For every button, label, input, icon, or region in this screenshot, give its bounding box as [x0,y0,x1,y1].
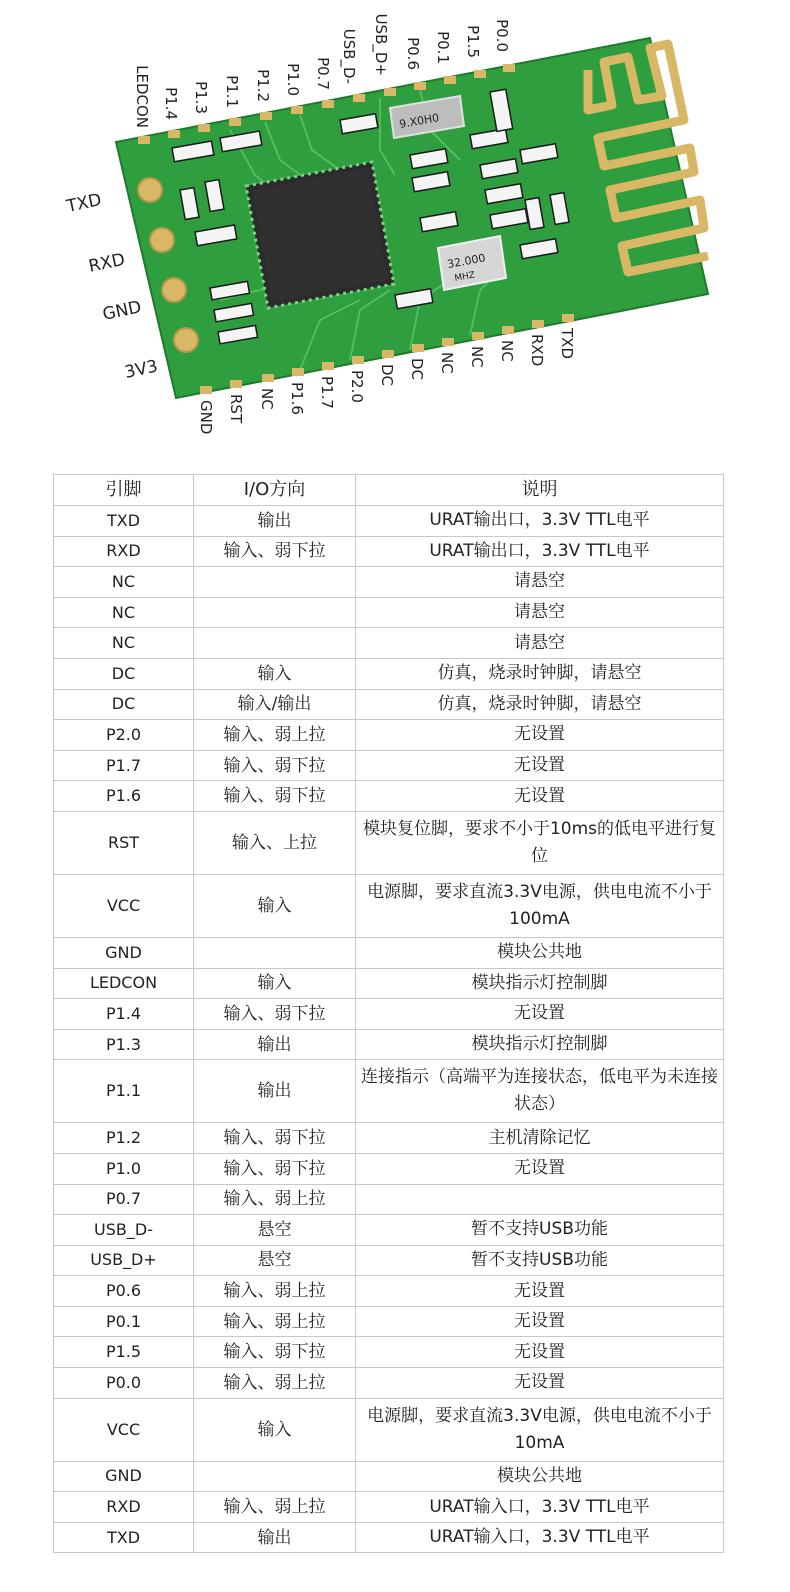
io-cell [194,597,356,628]
bottom-pin-label: NC [258,388,276,410]
top-pin-label: P1.3 [192,81,210,114]
pin-cell: P1.6 [54,781,194,812]
pin-cell: P1.5 [54,1337,194,1368]
io-cell: 输出 [194,1060,356,1123]
io-cell: 输入、弱上拉 [194,1368,356,1399]
desc-cell: 无设置 [356,999,724,1030]
io-cell: 输入/输出 [194,689,356,720]
top-pin-label: P0.7 [314,57,332,90]
top-pin-label: P0.1 [434,31,452,64]
desc-cell: 连接指示（高端平为连接状态，低电平为未连接状态） [356,1060,724,1123]
bottom-pin-label: NC [468,346,486,368]
table-row [54,1245,724,1276]
pin-cell: P0.6 [54,1276,194,1307]
bottom-pin-label: P1.7 [318,376,336,409]
desc-cell [356,1184,724,1215]
header-io: I/O方向 [194,475,356,506]
pin-cell: NC [54,628,194,659]
bottom-pin-label: P1.6 [288,382,306,415]
bottom-pin-label: GND [197,400,215,435]
svg-text:32.000: 32.000 [446,251,487,271]
table-row [54,1029,724,1060]
io-cell: 输入、弱下拉 [194,536,356,567]
table-row [54,658,724,689]
top-pin-label: P1.0 [284,63,302,96]
top-pin-label: P1.5 [464,25,482,58]
io-cell: 输入、弱下拉 [194,1337,356,1368]
desc-cell: 模块公共地 [356,937,724,968]
table-row [54,874,724,937]
table-row [54,720,724,751]
table-row [54,968,724,999]
desc-cell: 无设置 [356,781,724,812]
io-cell: 输入 [194,968,356,999]
side-pin-label: TXD [64,190,104,217]
bottom-pin-label: TXD [558,328,576,359]
table-row [54,628,724,659]
table-row [54,1522,724,1553]
side-pin-label: GND [100,297,144,325]
svg-text:MHZ: MHZ [453,270,476,284]
pin-cell: P1.4 [54,999,194,1030]
pin-cell: P0.0 [54,1368,194,1399]
table-row [54,811,724,874]
top-pin-label: LEDCON [133,65,151,128]
table-row [54,689,724,720]
side-pin-label: 3V3 [122,356,160,383]
io-cell: 输出 [194,506,356,537]
io-cell: 输入、弱下拉 [194,781,356,812]
table-header-row [54,475,724,506]
desc-cell: URAT输出口，3.3V TTL电平 [356,536,724,567]
pin-cell: TXD [54,506,194,537]
pin-cell: USB_D- [54,1215,194,1246]
pin-cell: DC [54,689,194,720]
desc-cell: 无设置 [356,1368,724,1399]
table-row [54,506,724,537]
svg-text:9.X0H0: 9.X0H0 [398,111,441,131]
table-row [54,750,724,781]
pin-cell: RXD [54,536,194,567]
desc-cell: 请悬空 [356,628,724,659]
io-cell: 输入、弱上拉 [194,720,356,751]
io-cell: 输入、弱上拉 [194,1306,356,1337]
io-cell: 输出 [194,1029,356,1060]
top-pin-label: P1.1 [223,75,241,108]
desc-cell: 仿真，烧录时钟脚，请悬空 [356,689,724,720]
pin-cell: RST [54,811,194,874]
table-row [54,1368,724,1399]
table-row [54,1060,724,1123]
pin-cell: P1.0 [54,1153,194,1184]
io-cell: 输出 [194,1522,356,1553]
top-pin-label: P1.2 [254,69,272,102]
pin-cell: VCC [54,874,194,937]
desc-cell: 无设置 [356,1337,724,1368]
top-pin-label: USB_D- [340,28,358,84]
table-row [54,1276,724,1307]
desc-cell: 模块指示灯控制脚 [356,968,724,999]
table-row [54,1123,724,1154]
pin-cell: P0.7 [54,1184,194,1215]
desc-cell: URAT输出口，3.3V TTL电平 [356,506,724,537]
bottom-pin-label: DC [378,364,396,387]
pin-cell: P2.0 [54,720,194,751]
table-row [54,1153,724,1184]
table-row [54,567,724,598]
io-cell: 输入、弱上拉 [194,1276,356,1307]
ic-chip-icon [246,162,394,308]
table-row [54,1492,724,1523]
io-cell [194,1461,356,1492]
desc-cell: 模块公共地 [356,1461,724,1492]
pin-cell: NC [54,597,194,628]
table-row [54,1215,724,1246]
pin-cell: P1.3 [54,1029,194,1060]
io-cell: 悬空 [194,1215,356,1246]
io-cell: 输入、弱下拉 [194,1123,356,1154]
desc-cell: URAT输入口，3.3V TTL电平 [356,1492,724,1523]
desc-cell: 仿真，烧录时钟脚，请悬空 [356,658,724,689]
bottom-pin-label: DC [408,358,426,381]
pin-cell: NC [54,567,194,598]
pin-cell: USB_D+ [54,1245,194,1276]
desc-cell: 模块复位脚，要求不小于10ms的低电平进行复位 [356,811,724,874]
table-row [54,597,724,628]
pin-cell: DC [54,658,194,689]
header-desc: 说明 [356,475,724,506]
top-pin-label: USB_D+ [372,13,390,76]
side-pin-label: RXD [86,249,127,277]
bottom-pin-label: NC [498,340,516,362]
io-cell: 输入、弱下拉 [194,1153,356,1184]
desc-cell: 无设置 [356,720,724,751]
desc-cell: 电源脚，要求直流3.3V电源，供电电流不小于100mA [356,874,724,937]
table-row [54,937,724,968]
pin-cell: VCC [54,1398,194,1461]
pin-cell: P0.1 [54,1306,194,1337]
table-row [54,1306,724,1337]
pin-cell: TXD [54,1522,194,1553]
desc-cell: 无设置 [356,750,724,781]
pin-cell: P1.1 [54,1060,194,1123]
desc-cell: 主机清除记忆 [356,1123,724,1154]
io-cell: 输入、弱下拉 [194,750,356,781]
pin-table-body [54,506,724,1553]
io-cell: 输入、弱上拉 [194,1184,356,1215]
desc-cell: 暂不支持USB功能 [356,1245,724,1276]
table-row [54,1337,724,1368]
top-pin-label: P0.6 [404,37,422,70]
io-cell: 输入 [194,874,356,937]
desc-cell: 暂不支持USB功能 [356,1215,724,1246]
bottom-pin-label: NC [438,352,456,374]
pin-cell: LEDCON [54,968,194,999]
bottom-pin-label: P2.0 [348,370,366,403]
bottom-pin-label: RST [227,394,245,424]
desc-cell: URAT输入口，3.3V TTL电平 [356,1522,724,1553]
pin-table [53,474,724,1553]
io-cell [194,937,356,968]
table-row [54,781,724,812]
top-pin-label: P0.0 [493,19,511,52]
desc-cell: 无设置 [356,1306,724,1337]
io-cell: 输入、上拉 [194,811,356,874]
io-cell: 输入 [194,658,356,689]
desc-cell: 电源脚，要求直流3.3V电源，供电电流不小于10mA [356,1398,724,1461]
desc-cell: 无设置 [356,1153,724,1184]
io-cell: 输入、弱下拉 [194,999,356,1030]
table-row [54,1461,724,1492]
pin-cell: P1.2 [54,1123,194,1154]
desc-cell: 模块指示灯控制脚 [356,1029,724,1060]
pin-cell: GND [54,1461,194,1492]
header-pin: 引脚 [54,475,194,506]
desc-cell: 请悬空 [356,597,724,628]
desc-cell: 无设置 [356,1276,724,1307]
table-row [54,999,724,1030]
io-cell [194,567,356,598]
top-pin-label: P1.4 [162,87,180,120]
pin-cell: P1.7 [54,750,194,781]
io-cell [194,628,356,659]
io-cell: 悬空 [194,1245,356,1276]
module-diagram [0,0,790,460]
io-cell: 输入、弱上拉 [194,1492,356,1523]
pin-cell: GND [54,937,194,968]
io-cell: 输入 [194,1398,356,1461]
bottom-pin-label: RXD [528,334,546,367]
pin-cell: RXD [54,1492,194,1523]
table-row [54,1184,724,1215]
table-row [54,536,724,567]
desc-cell: 请悬空 [356,567,724,598]
table-row [54,1398,724,1461]
